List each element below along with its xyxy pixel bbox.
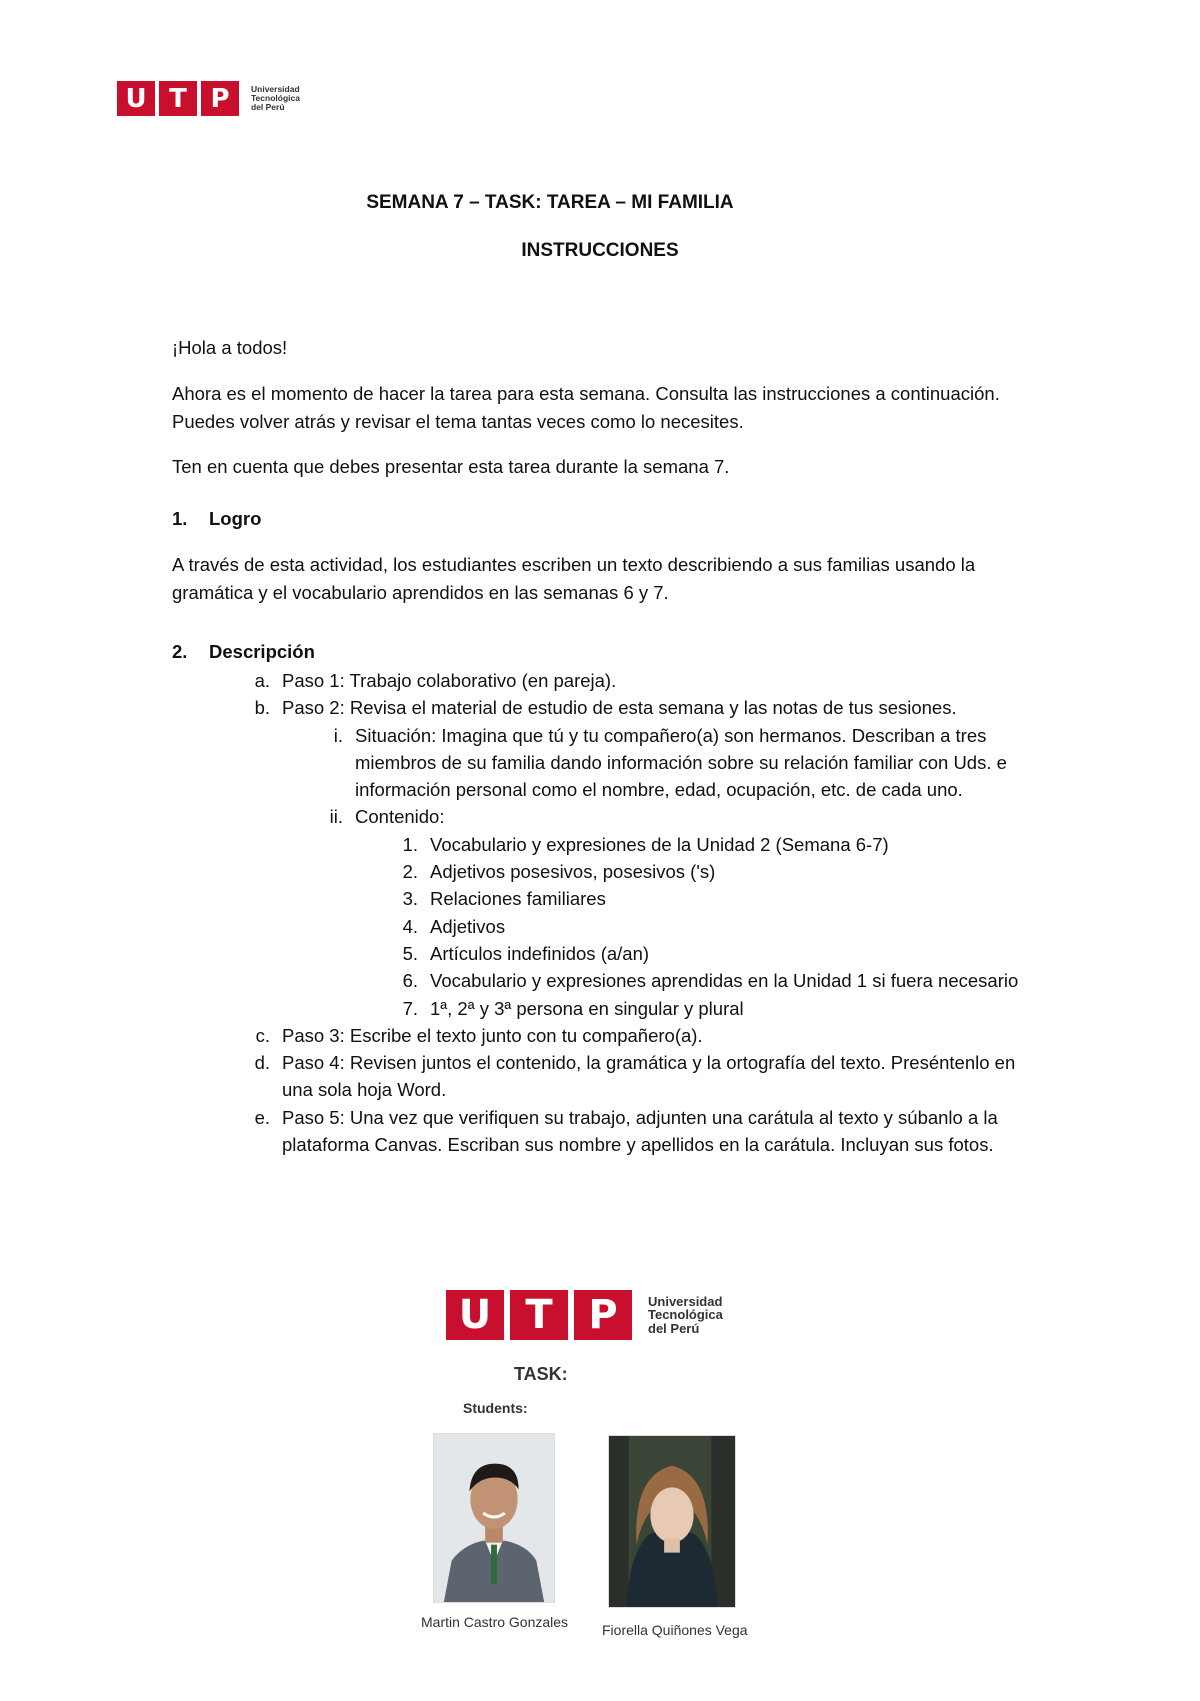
section-heading-descripcion [172, 641, 315, 663]
list-item [230, 722, 1030, 804]
list-item [230, 858, 1030, 885]
logo-letter-u: U [117, 81, 155, 116]
list-item [230, 803, 1030, 830]
logo-name-line: Tecnológica [648, 1307, 723, 1323]
section-title: Logro [209, 508, 262, 529]
logo-name-line: del Perú [648, 1320, 700, 1336]
section-number: 1. [172, 508, 188, 529]
list-item-text: Paso 1: Trabajo colaborativo (en pareja). [282, 670, 617, 691]
logo-letter-p: P [574, 1290, 632, 1340]
list-marker: d. [254, 1052, 270, 1074]
section-body-logro: A través de esta actividad, los estudiantes escriben un texto describiendo a sus familias usando la gramática y el vocabulario aprendidos en las semanas 6 y 7. [172, 554, 976, 603]
section-title: Descripción [209, 641, 315, 662]
list-item [230, 831, 1030, 858]
logo-name-line: Universidad [251, 84, 300, 95]
logo-letter-u: U [446, 1290, 504, 1340]
cover-task-label: TASK: [514, 1364, 568, 1384]
list-item [230, 995, 1030, 1022]
cover-students-label: Students: [463, 1400, 528, 1416]
document-title: SEMANA 7 – TASK: TAREA – MI FAMILIA [366, 192, 734, 213]
logo-university-name [648, 1295, 723, 1336]
steps-list [230, 667, 1030, 1158]
document-subtitle: INSTRUCCIONES [521, 240, 679, 261]
section-heading-logro [172, 508, 261, 530]
logo-university-name [251, 85, 300, 112]
list-item-text: Relaciones familiares [430, 888, 606, 910]
list-marker: i. [333, 724, 343, 746]
list-item [230, 940, 1030, 967]
list-item-text: Paso 3: Escribe el texto junto con tu compañero(a). [282, 1024, 703, 1046]
cover-utp-logo [446, 1290, 723, 1340]
list-item [230, 1104, 1030, 1159]
list-item-text: Adjetivos [430, 915, 506, 937]
list-item [230, 913, 1030, 940]
list-marker: 1. [402, 833, 418, 855]
list-item [230, 1049, 1030, 1104]
list-marker: e. [254, 1106, 270, 1128]
logo-letter-p: P [201, 81, 239, 116]
student-name-1: Martin Castro Gonzales [421, 1614, 569, 1630]
deadline-paragraph: Ten en cuenta que debes presentar esta tarea durante la semana 7. [172, 456, 730, 477]
student-name-2: Fiorella Quiñones Vega [602, 1622, 748, 1638]
list-item-text: Paso 4: Revisen juntos el contenido, la gramática y la ortografía del texto. Preséntenlo en una sola hoja Word. [282, 1052, 1016, 1101]
list-item-text: 1ª, 2ª y 3ª persona en singular y plural [430, 997, 744, 1019]
list-marker: ii. [329, 806, 343, 828]
list-marker: 3. [402, 888, 418, 910]
list-item [230, 885, 1030, 912]
list-item-text: Vocabulario y expresiones aprendidas en la Unidad 1 si fuera necesario [430, 970, 1019, 992]
student-photo-female [608, 1435, 736, 1608]
list-item [230, 1022, 1030, 1049]
list-marker: b. [254, 697, 270, 719]
list-item-text: Artículos indefinidos (a/an) [430, 942, 650, 964]
list-item-text: Adjetivos posesivos, posesivos ('s) [430, 861, 716, 883]
list-marker: 5. [402, 942, 418, 964]
logo-letter-t: T [159, 81, 197, 116]
utp-logo [117, 81, 300, 116]
list-marker: 2. [402, 861, 418, 883]
student-photo-male [433, 1433, 555, 1603]
list-item [230, 694, 1030, 721]
logo-name-line: Tecnológica [251, 93, 300, 104]
list-item [230, 667, 1030, 694]
list-marker: c. [255, 1024, 270, 1046]
list-item-text: Contenido: [355, 806, 445, 828]
list-marker: 4. [402, 915, 418, 937]
list-item-text: Vocabulario y expresiones de la Unidad 2 (Semana 6-7) [430, 833, 889, 855]
list-marker: a. [254, 670, 270, 691]
list-item-text: Paso 2: Revisa el material de estudio de esta semana y las notas de tus sesiones. [282, 697, 957, 719]
section-number: 2. [172, 641, 188, 662]
list-item-text: Situación: Imagina que tú y tu compañero(a) son hermanos. Describan a tres miembros de su familia dando información sobre su relación familiar con Uds. e información personal como el nombre, edad, ocupación, etc. de cada uno. [355, 724, 1007, 801]
logo-name-line: Universidad [648, 1293, 723, 1309]
logo-letter-t: T [510, 1290, 568, 1340]
list-marker: 7. [402, 997, 418, 1019]
logo-name-line: del Perú [251, 101, 285, 112]
intro-paragraph: Ahora es el momento de hacer la tarea para esta semana. Consulta las instrucciones a continuación. Puedes volver atrás y revisar el tema tantas veces como lo necesites. [172, 383, 1000, 432]
list-marker: 6. [402, 970, 418, 992]
greeting-text: ¡Hola a todos! [172, 337, 288, 358]
list-item-text: Paso 5: Una vez que verifiquen su trabajo, adjunten una carátula al texto y súbanlo a la plataforma Canvas. Escriban sus nombre y apellidos en la carátula. Incluyan sus fotos. [282, 1106, 998, 1156]
list-item [230, 967, 1030, 994]
